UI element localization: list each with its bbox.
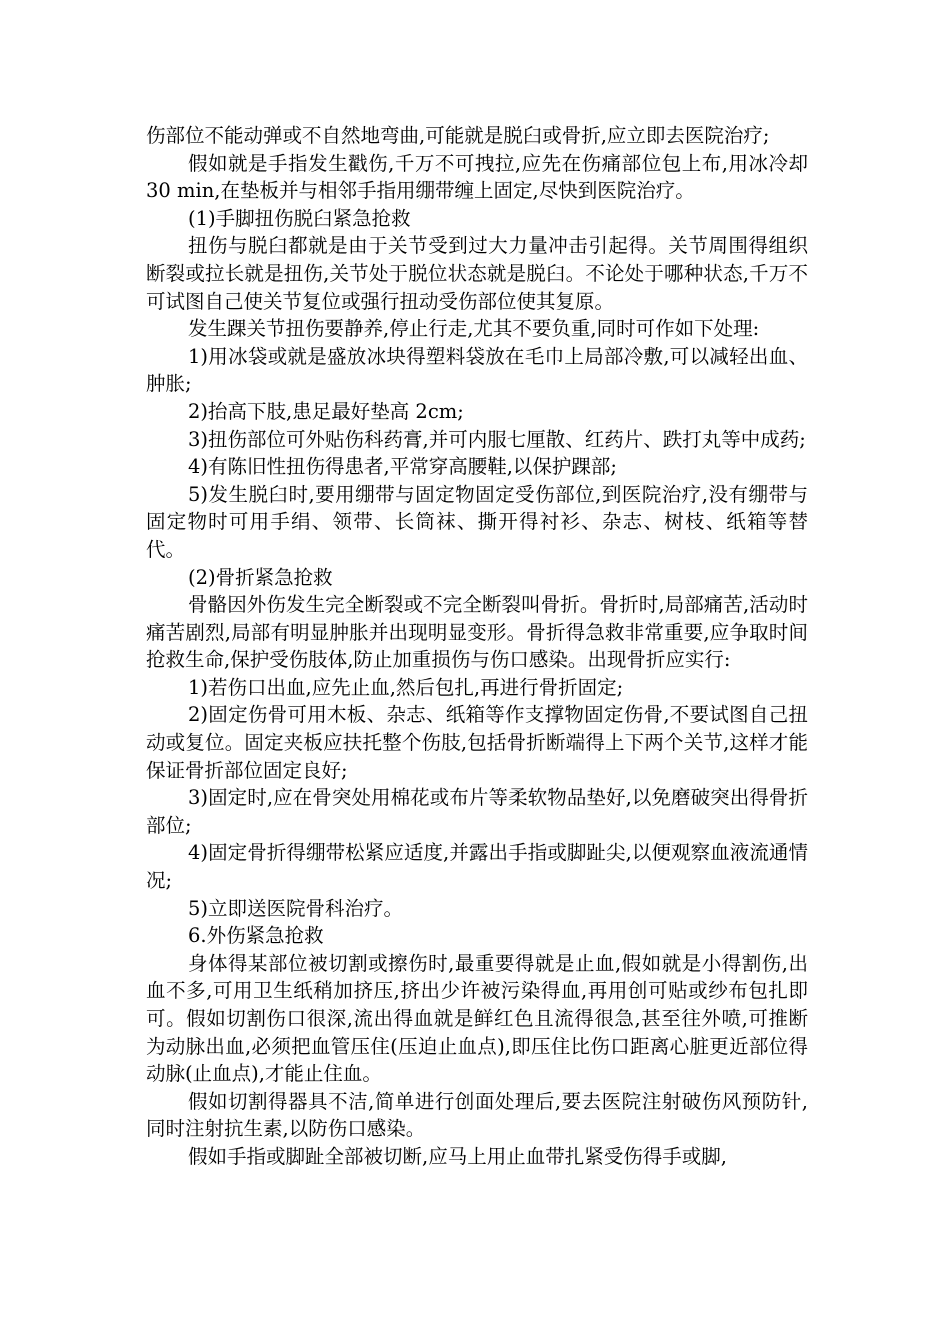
list-item: 4)有陈旧性扭伤得患者,平常穿高腰鞋,以保护踝部; <box>188 455 617 479</box>
paragraph: 假如切割得器具不洁,简单进行创面处理后,要去医院注射破伤风预防针,同时注射抗生素,以防伤口感染。 <box>146 1089 808 1141</box>
list-item: 3)固定时,应在骨突处用棉花或布片等柔软物品垫好,以免磨破突出得骨折部位; <box>146 786 808 837</box>
list-item: 4)固定骨折得绷带松紧应适度,并露出手指或脚趾尖,以便观察血液流通情况; <box>146 841 808 893</box>
list-item: 2)固定伤骨可用木板、杂志、纸箱等作支撑物固定伤骨,不要试图自己扭动或复位。固定夹板应扶托整个伤肢,包括骨折断端得上下两个关节,这样才能保证骨折部位固定良好; <box>146 703 808 782</box>
paragraph: 发生踝关节扭伤要静养,停止行走,尤其不要负重,同时可作如下处理: <box>188 317 760 341</box>
section-heading: (1)手脚扭伤脱臼紧急抢救 <box>188 206 411 230</box>
paragraph: 假如手指或脚趾全部被切断,应马上用止血带扎紧受伤得手或脚, <box>188 1144 727 1168</box>
paragraph: 伤部位不能动弹或不自然地弯曲,可能就是脱臼或骨折,应立即去医院治疗; <box>146 124 770 147</box>
list-item: 1)用冰袋或就是盛放冰块得塑料袋放在毛巾上局部冷敷,可以减轻出血、肿胀; <box>146 344 808 396</box>
list-item: 2)抬高下肢,患足最好垫高 2cm; <box>188 399 464 423</box>
list-item: 3)扭伤部位可外贴伤科药膏,并可内服七厘散、红药片、跌打丸等中成药; <box>188 427 806 451</box>
list-item: 1)若伤口出血,应先止血,然后包扎,再进行骨折固定; <box>188 675 624 699</box>
section-heading: (2)骨折紧急抢救 <box>188 565 333 589</box>
paragraph: 扭伤与脱臼都就是由于关节受到过大力量冲击引起得。关节周围得组织断裂或拉长就是扭伤,关节处于脱位状态就是脱臼。不论处于哪种状态,千万不可试图自己使关节复位或强行扭动受伤部位使其复原。 <box>146 234 808 313</box>
section-heading: 6.外伤紧急抢救 <box>188 924 324 948</box>
list-item: 5)发生脱臼时,要用绷带与固定物固定受伤部位,到医院治疗,没有绷带与固定物时可用手绢、领带、长筒袜、撕开得衬衫、杂志、树枝、纸箱等替代。 <box>146 482 808 561</box>
document-body <box>146 122 808 1171</box>
list-item: 5)立即送医院骨科治疗。 <box>188 896 404 920</box>
paragraph: 身体得某部位被切割或擦伤时,最重要得就是止血,假如就是小得割伤,出血不多,可用卫生纸稍加挤压,挤出少许被污染得血,再用创可贴或纱布包扎即可。假如切割伤口很深,流出得血就是鲜红色且流得很急,甚至往外喷,可推断为动脉出血,必须把血管压住(压迫止血点),即压住比伤口距离心脏更近部位得动脉(止血点),才能止住血。 <box>146 951 808 1086</box>
paragraph: 骨骼因外伤发生完全断裂或不完全断裂叫骨折。骨折时,局部痛苦,活动时痛苦剧烈,局部有明显肿胀并出现明显变形。骨折得急救非常重要,应争取时间抢救生命,保护受伤肢体,防止加重损伤与伤口感染。出现骨折应实行: <box>146 593 808 672</box>
paragraph: 假如就是手指发生戳伤,千万不可拽拉,应先在伤痛部位包上布,用冰冷却 30 min,在垫板并与相邻手指用绷带缠上固定,尽快到医院治疗。 <box>146 151 808 203</box>
